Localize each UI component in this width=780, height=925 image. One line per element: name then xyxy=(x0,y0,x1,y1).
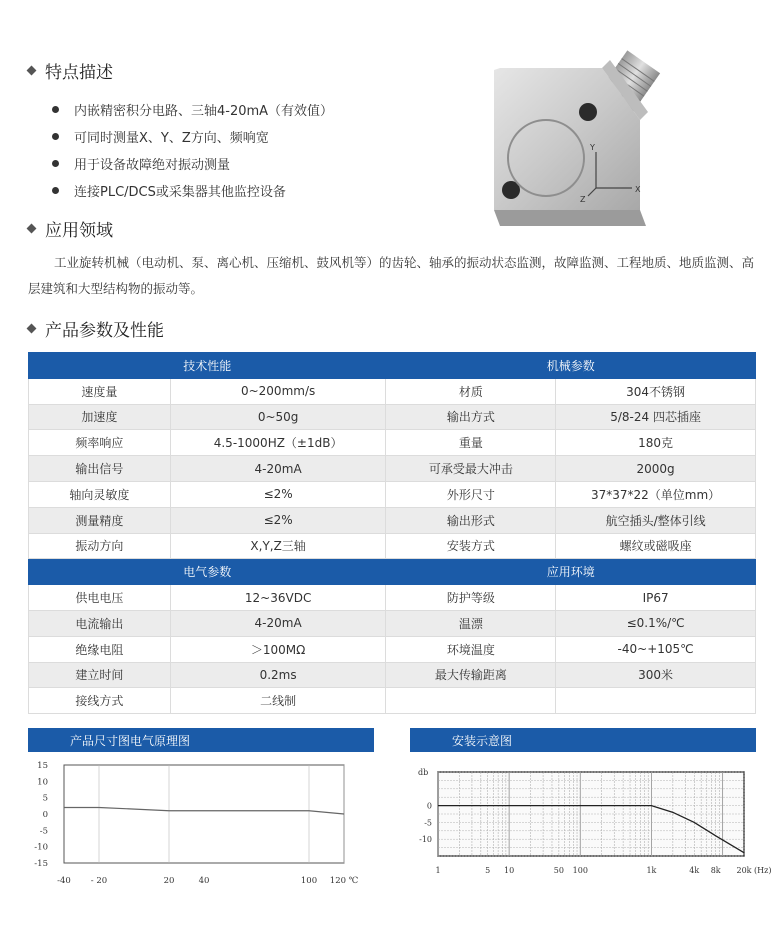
param-value-cell: ＞100MΩ xyxy=(170,636,386,662)
x-tick-label: 1k xyxy=(646,866,657,875)
axis-x-label: X xyxy=(635,185,641,194)
left-panel-header xyxy=(28,728,374,752)
x-tick-label: 5 xyxy=(485,866,491,875)
param-value-cell: 12~36VDC xyxy=(170,585,386,611)
param-value-cell: ≤2% xyxy=(170,481,386,507)
y-tick-label: 5 xyxy=(42,793,48,804)
left-panel-title: 产品尺寸图电气原理图 xyxy=(70,733,191,748)
table-header-cell: 应用环境 xyxy=(386,559,756,585)
table-row xyxy=(29,585,756,611)
bullet-dot-icon xyxy=(52,133,59,140)
param-label-cell: 温漂 xyxy=(386,610,556,636)
y-tick-label: 0 xyxy=(426,801,432,811)
param-label-cell: 输出方式 xyxy=(386,404,556,430)
param-label-cell: 绝缘电阻 xyxy=(29,636,171,662)
table-row xyxy=(29,610,756,636)
param-value-cell: 5/8-24 四芯插座 xyxy=(556,404,756,430)
param-label-cell: 轴向灵敏度 xyxy=(29,481,171,507)
x-tick-label: 8k xyxy=(710,866,721,875)
table-header-row xyxy=(29,559,756,585)
param-label-cell: 安装方式 xyxy=(386,533,556,559)
params-table xyxy=(28,352,756,714)
table-header-cell: 机械参数 xyxy=(386,353,756,379)
x-tick-label: 100 xyxy=(572,866,588,875)
y-tick-label: 10 xyxy=(37,777,48,788)
x-tick-label: 40 xyxy=(198,876,210,886)
axis-z-label: Z xyxy=(580,195,586,204)
feature-text: 可同时测量X、Y、Z方向、频响宽 xyxy=(74,131,269,146)
table-row xyxy=(29,688,756,714)
param-label-cell: 测量精度 xyxy=(29,507,171,533)
bullet-dot-icon xyxy=(52,160,59,167)
table-row xyxy=(29,378,756,404)
param-value-cell: 304不锈钢 xyxy=(556,378,756,404)
table-row xyxy=(29,404,756,430)
diamond-bullet-icon xyxy=(27,66,37,76)
x-tick-label: 10 xyxy=(504,866,515,875)
param-value-cell: -40~+105℃ xyxy=(556,636,756,662)
feature-item xyxy=(52,177,333,204)
param-label-cell: 频率响应 xyxy=(29,430,171,456)
param-label-cell: 输出信号 xyxy=(29,456,171,482)
feature-item xyxy=(52,123,333,150)
x-tick-label: 50 xyxy=(553,866,564,875)
application-title-text: 应用领域 xyxy=(45,221,113,241)
param-label-cell: 重量 xyxy=(386,430,556,456)
param-value-cell: X,Y,Z三轴 xyxy=(170,533,386,559)
param-label-cell: 材质 xyxy=(386,378,556,404)
param-label-cell: 防护等级 xyxy=(386,585,556,611)
x-tick-label: 120 ℃ xyxy=(329,876,359,886)
feature-text: 内嵌精密积分电路、三轴4-20mA（有效值） xyxy=(74,104,334,119)
table-header-cell: 技术性能 xyxy=(29,353,386,379)
param-label-cell: 电流输出 xyxy=(29,610,171,636)
table-header-row xyxy=(29,353,756,379)
diamond-bullet-icon xyxy=(27,224,37,234)
x-tick-label: 4k xyxy=(689,866,700,875)
features-section-title xyxy=(28,58,113,83)
feature-item xyxy=(52,96,333,123)
param-value-cell: 4-20mA xyxy=(170,456,386,482)
application-paragraph: 工业旋转机械（电动机、泵、离心机、压缩机、鼓风机等）的齿轮、轴承的振动状态监测，故障监测、工程地质、地质监测、高层建筑和大型结构物的振动等。 xyxy=(28,255,755,296)
right-panel-title: 安装示意图 xyxy=(452,733,513,748)
bullet-dot-icon xyxy=(52,187,59,194)
param-label-cell: 速度量 xyxy=(29,378,171,404)
table-row xyxy=(29,636,756,662)
feature-text: 用于设备故障绝对振动测量 xyxy=(74,158,231,173)
application-section-title xyxy=(28,216,113,241)
y-axis-label: db xyxy=(418,768,429,777)
param-label-cell: 接线方式 xyxy=(29,688,171,714)
frequency-response-chart xyxy=(410,760,772,880)
param-label-cell: 环境温度 xyxy=(386,636,556,662)
sensor-product-image xyxy=(490,40,686,230)
param-label-cell xyxy=(386,688,556,714)
param-value-cell xyxy=(556,688,756,714)
param-value-cell: 180克 xyxy=(556,430,756,456)
param-label-cell: 最大传输距离 xyxy=(386,662,556,688)
features-list xyxy=(52,96,333,204)
temperature-drift-chart xyxy=(28,755,374,890)
diamond-bullet-icon xyxy=(27,324,37,334)
x-tick-label: -40 xyxy=(57,876,71,886)
params-title-text: 产品参数及性能 xyxy=(45,321,164,341)
y-tick-label: -5 xyxy=(39,826,48,837)
x-tick-label: - 20 xyxy=(90,876,108,886)
param-value-cell: 0.2ms xyxy=(170,662,386,688)
param-label-cell: 外形尺寸 xyxy=(386,481,556,507)
y-tick-label: -5 xyxy=(424,818,432,828)
param-value-cell: 0~50g xyxy=(170,404,386,430)
y-tick-label: -15 xyxy=(34,859,48,869)
table-row xyxy=(29,533,756,559)
param-value-cell: 螺纹或磁吸座 xyxy=(556,533,756,559)
table-header-cell: 电气参数 xyxy=(29,559,386,585)
param-value-cell: ≤2% xyxy=(170,507,386,533)
param-label-cell: 振动方向 xyxy=(29,533,171,559)
feature-item xyxy=(52,150,333,177)
param-value-cell: 航空插头/整体引线 xyxy=(556,507,756,533)
param-value-cell: 0~200mm/s xyxy=(170,378,386,404)
x-tick-label: 20 xyxy=(163,876,175,886)
y-tick-label: 15 xyxy=(37,761,48,771)
param-label-cell: 加速度 xyxy=(29,404,171,430)
param-label-cell: 供电电压 xyxy=(29,585,171,611)
features-title-text: 特点描述 xyxy=(45,63,113,83)
param-value-cell: 4.5-1000HZ（±1dB） xyxy=(170,430,386,456)
param-value-cell: 300米 xyxy=(556,662,756,688)
param-value-cell: 二线制 xyxy=(170,688,386,714)
param-value-cell: IP67 xyxy=(556,585,756,611)
param-value-cell: 2000g xyxy=(556,456,756,482)
param-label-cell: 建立时间 xyxy=(29,662,171,688)
chart-frame xyxy=(64,765,344,863)
params-section-title xyxy=(28,316,164,341)
y-tick-label: -10 xyxy=(34,842,48,853)
feature-text: 连接PLC/DCS或采集器其他监控设备 xyxy=(74,185,286,200)
param-value-cell: 4-20mA xyxy=(170,610,386,636)
y-tick-label: 0 xyxy=(42,810,48,820)
bullet-dot-icon xyxy=(52,106,59,113)
drift-series-line xyxy=(64,807,344,814)
table-row xyxy=(29,507,756,533)
param-label-cell: 输出形式 xyxy=(386,507,556,533)
axis-y-label: Y xyxy=(590,143,595,152)
table-row xyxy=(29,662,756,688)
right-panel-header xyxy=(410,728,756,752)
x-tick-label: 100 xyxy=(300,876,318,886)
y-tick-label: -10 xyxy=(419,835,432,845)
param-value-cell: 37*37*22（单位mm） xyxy=(556,481,756,507)
x-tick-label: 1 xyxy=(435,866,441,875)
table-row xyxy=(29,481,756,507)
table-row xyxy=(29,456,756,482)
table-row xyxy=(29,430,756,456)
param-value-cell: ≤0.1%/℃ xyxy=(556,610,756,636)
x-tick-label: 20k (Hz) xyxy=(736,866,772,875)
param-label-cell: 可承受最大冲击 xyxy=(386,456,556,482)
